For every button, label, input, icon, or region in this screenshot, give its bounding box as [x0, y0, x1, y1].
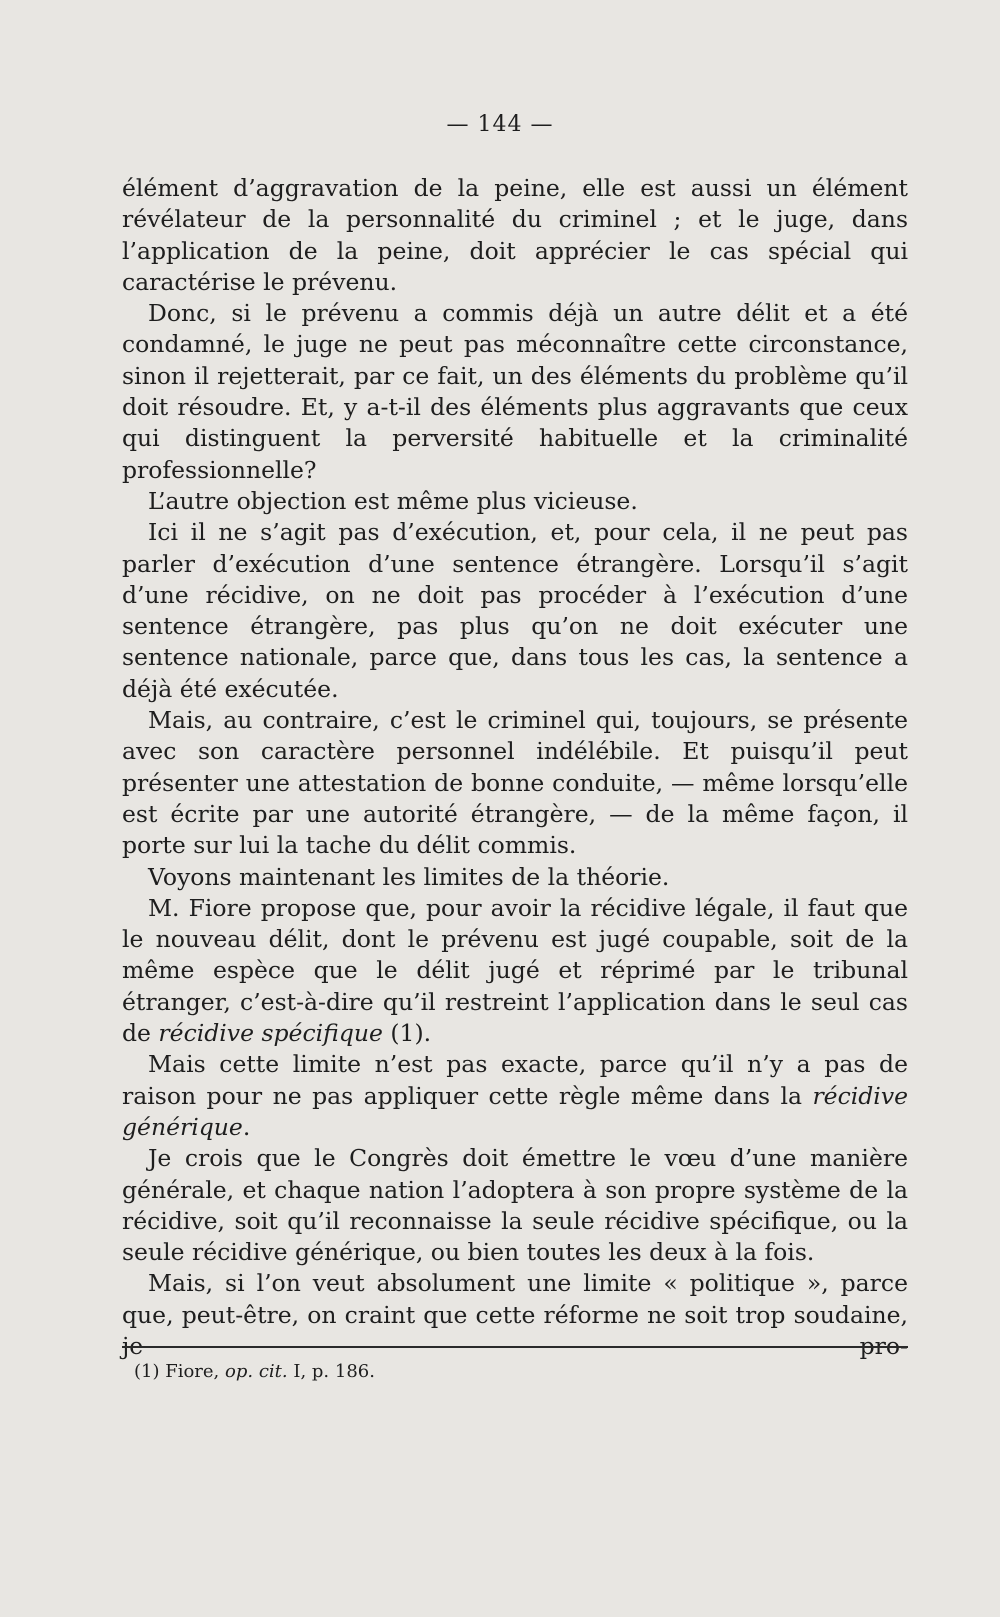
limite-italic: récidive générique [122, 1081, 908, 1141]
paragraph-execution: Ici il ne s’agit pas d’exécution, et, pour cela, il ne peut pas parler d’exécution d’une sentence étrangère. Lorsqu’il s’agit d’une récidive, on ne doit pas procéder à l’exécution d’une sentence étrangère, pas plus qu’on ne doit exécuter une sentence nationale, parce que, dans tous les cas, la sentence a déjà été exécutée. [122, 518, 908, 703]
footnote-marker: (1) Fiore, [134, 1361, 226, 1382]
paragraph-limites: Voyons maintenant les limites de la théorie. [148, 862, 670, 891]
fiore-tail: (1). [382, 1019, 432, 1048]
limite-tail: . [242, 1112, 251, 1141]
fiore-italic: récidive spécifique [158, 1019, 383, 1048]
limite-text: Mais cette limite n’est pas exacte, parce qu’il n’y a pas de raison pour ne pas appliquer cette règle même dans la [122, 1050, 908, 1110]
paragraph-donc: Donc, si le prévenu a commis déjà un autre délit et a été condamné, le juge ne peut pas méconnaître cette circonstance, sinon il rejetterait, par ce fait, un des éléments du problème qu’il doit résoudre. Et, y a-t-il des éléments plus aggravants que ceux qui distinguent la perversité habituelle et la criminalité professionnelle? [122, 299, 908, 484]
body-text [122, 173, 908, 1362]
paragraph-objection: L’autre objection est même plus vicieuse. [148, 486, 638, 515]
footnote-tail: I, p. 186. [287, 1361, 375, 1382]
footnote-italic: op. cit. [225, 1361, 288, 1382]
paragraph-criminel: Mais, au contraire, c’est le criminel qui, toujours, se présente avec son caractère personnel indélébile. Et puisqu’il peut présenter une attestation de bonne conduite, — même lorsqu’elle est écrite par une autorité étrangère, — de la même façon, il porte sur lui la tache du délit commis. [122, 706, 908, 860]
footnote-rule [122, 1346, 908, 1348]
footnote [134, 1360, 375, 1384]
paragraph-aggravation: élément d’aggravation de la peine, elle est aussi un élément révélateur de la personnalité du criminel ; et le juge, dans l’application de la peine, doit apprécier le cas spécial qui caractérise le prévenu. [122, 174, 908, 296]
paragraph-congres: Je crois que le Congrès doit émettre le vœu d’une manière générale, et chaque nation l’adoptera à son propre système de la récidive, soit qu’il reconnaisse la seule récidive spécifique, ou la seule récidive générique, ou bien toutes les deux à la fois. [122, 1144, 908, 1267]
paragraph-limite-exacte [122, 1049, 908, 1143]
page-number: — 144 — [446, 112, 554, 137]
paragraph-fiore [122, 893, 908, 1049]
paragraph-politique: Mais, si l’on veut absolument une limite « politique », parce que, peut-être, on craint que cette réforme ne soit trop soudaine, je pro- [122, 1269, 908, 1360]
fiore-text: M. Fiore propose que, pour avoir la récidive légale, il faut que le nouveau délit, dont le prévenu est jugé coupable, soit de la même espèce que le délit jugé et réprimé par le tribunal étranger, c’est-à-dire qu’il restreint l’application dans le seul cas de [122, 893, 908, 1048]
